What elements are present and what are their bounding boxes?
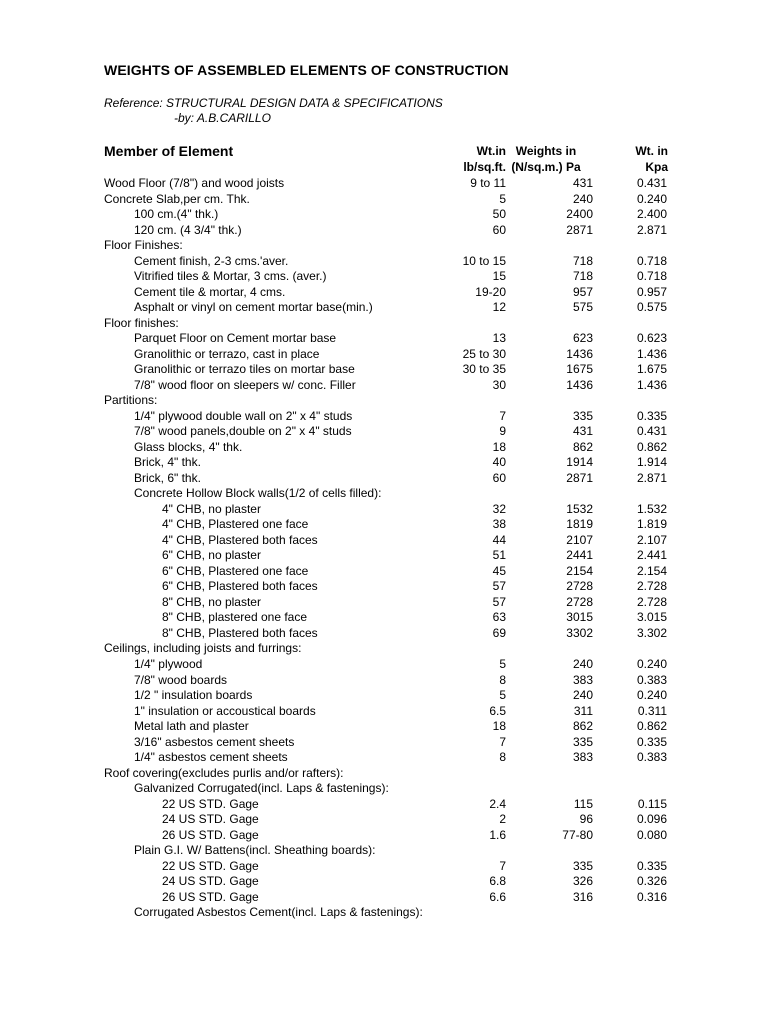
row-label: Floor finishes: — [104, 315, 179, 330]
row-weight-kpa: 2.400 — [636, 207, 667, 222]
row-weight-kpa: 0.240 — [636, 656, 667, 671]
row-label: 8" CHB, plastered one face — [162, 610, 308, 625]
table-row — [0, 223, 768, 239]
table-row — [0, 207, 768, 223]
row-label: 6" CHB, Plastered both faces — [162, 579, 318, 594]
column-header-kpa — [600, 143, 668, 175]
reference-line: Reference: STRUCTURAL DESIGN DATA & SPECIFICATIONS — [104, 96, 443, 110]
row-weight-lb-sqft: 40 — [492, 455, 506, 470]
row-weight-pa: 2728 — [566, 594, 593, 609]
row-weight-pa: 957 — [572, 284, 593, 299]
row-label: Metal lath and plaster — [134, 719, 249, 734]
row-weight-lb-sqft: 44 — [492, 532, 506, 547]
row-weight-lb-sqft: 6.5 — [489, 703, 506, 718]
row-weight-pa: 240 — [572, 656, 593, 671]
row-weight-pa: 1675 — [566, 362, 593, 377]
weights-table — [0, 176, 768, 921]
row-weight-kpa: 0.335 — [636, 858, 667, 873]
table-row — [0, 812, 768, 828]
row-label: 4" CHB, no plaster — [162, 501, 261, 516]
row-weight-pa: 2154 — [566, 563, 593, 578]
row-weight-lb-sqft: 45 — [492, 563, 506, 578]
row-weight-lb-sqft: 5 — [499, 688, 506, 703]
row-weight-kpa: 0.383 — [636, 750, 667, 765]
row-label: Glass blocks, 4" thk. — [134, 439, 243, 454]
table-row — [0, 781, 768, 797]
row-label: Partitions: — [104, 393, 158, 408]
row-weight-pa: 335 — [572, 734, 593, 749]
row-weight-lb-sqft: 30 to 35 — [462, 362, 506, 377]
row-weight-pa: 2871 — [566, 222, 593, 237]
row-label: Granolithic or terrazo, cast in place — [134, 346, 320, 361]
table-row — [0, 409, 768, 425]
table-row — [0, 238, 768, 254]
row-label: 8" CHB, no plaster — [162, 594, 261, 609]
row-weight-kpa: 1.675 — [636, 362, 667, 377]
row-weight-kpa: 0.383 — [636, 672, 667, 687]
row-weight-lb-sqft: 10 to 15 — [462, 253, 506, 268]
table-row — [0, 331, 768, 347]
row-weight-kpa: 1.436 — [636, 377, 667, 392]
row-weight-kpa: 1.914 — [636, 455, 667, 470]
row-weight-lb-sqft: 6.6 — [489, 889, 506, 904]
table-row — [0, 300, 768, 316]
row-weight-pa: 115 — [573, 796, 593, 811]
row-weight-kpa: 2.728 — [636, 579, 667, 594]
row-weight-pa: 1532 — [566, 501, 593, 516]
table-row — [0, 316, 768, 332]
column-header-wt-lb — [420, 143, 506, 175]
row-label: 1/4" asbestos cement sheets — [134, 750, 288, 765]
row-weight-lb-sqft: 19-20 — [475, 284, 506, 299]
row-weight-pa: 2107 — [566, 532, 593, 547]
row-label: Floor Finishes: — [104, 238, 183, 253]
row-weight-kpa: 0.718 — [636, 253, 667, 268]
row-weight-lb-sqft: 25 to 30 — [462, 346, 506, 361]
table-row — [0, 657, 768, 673]
table-row — [0, 610, 768, 626]
row-weight-lb-sqft: 8 — [499, 672, 506, 687]
row-weight-pa: 240 — [572, 688, 593, 703]
table-row — [0, 641, 768, 657]
row-label: 26 US STD. Gage — [162, 827, 259, 842]
table-row — [0, 254, 768, 270]
row-weight-pa: 383 — [572, 672, 593, 687]
column-header-pa-line2: (N/sq.m.) Pa — [511, 160, 581, 174]
row-weight-lb-sqft: 9 — [499, 424, 506, 439]
row-weight-kpa: 2.154 — [636, 563, 667, 578]
row-weight-kpa: 0.335 — [636, 408, 667, 423]
row-label: Cement tile & mortar, 4 cms. — [134, 284, 286, 299]
column-header-kpa-line2: Kpa — [645, 160, 668, 174]
row-weight-pa: 3302 — [566, 625, 593, 640]
table-row — [0, 440, 768, 456]
row-weight-pa: 2441 — [566, 548, 593, 563]
row-weight-kpa: 2.871 — [636, 470, 667, 485]
column-header-pa — [505, 143, 587, 175]
row-label: Granolithic or terrazo tiles on mortar base — [134, 362, 355, 377]
row-label: 120 cm. (4 3/4" thk.) — [134, 222, 242, 237]
row-label: Concrete Slab,per cm. Thk. — [104, 191, 250, 206]
row-weight-kpa: 0.862 — [636, 719, 667, 734]
row-weight-lb-sqft: 50 — [492, 207, 506, 222]
row-weight-kpa: 2.107 — [636, 532, 667, 547]
row-weight-lb-sqft: 38 — [492, 517, 506, 532]
table-row — [0, 766, 768, 782]
row-weight-lb-sqft: 60 — [492, 470, 506, 485]
row-weight-pa: 335 — [572, 408, 593, 423]
row-weight-pa: 431 — [572, 176, 593, 190]
row-weight-kpa: 3.302 — [636, 625, 667, 640]
row-weight-kpa: 0.115 — [637, 796, 667, 811]
row-weight-kpa: 0.326 — [636, 874, 667, 889]
table-row — [0, 843, 768, 859]
row-weight-pa: 1436 — [566, 377, 593, 392]
row-weight-kpa: 2.871 — [636, 222, 667, 237]
row-label: Wood Floor (7/8") and wood joists — [104, 176, 285, 190]
table-row — [0, 750, 768, 766]
table-row — [0, 362, 768, 378]
row-weight-pa: 1914 — [566, 455, 593, 470]
row-label: 24 US STD. Gage — [162, 812, 259, 827]
table-row — [0, 673, 768, 689]
table-row — [0, 471, 768, 487]
row-weight-kpa: 1.819 — [636, 517, 667, 532]
row-weight-pa: 862 — [572, 439, 593, 454]
row-label: 1/4" plywood double wall on 2" x 4" studs — [134, 408, 353, 423]
table-row — [0, 533, 768, 549]
row-weight-lb-sqft: 18 — [492, 719, 506, 734]
row-label: 22 US STD. Gage — [162, 858, 259, 873]
table-row — [0, 859, 768, 875]
row-weight-lb-sqft: 7 — [499, 858, 506, 873]
table-row — [0, 688, 768, 704]
row-weight-lb-sqft: 57 — [492, 579, 506, 594]
row-label: 3/16" asbestos cement sheets — [134, 734, 295, 749]
row-label: Parquet Floor on Cement mortar base — [134, 331, 337, 346]
row-weight-lb-sqft: 13 — [492, 331, 506, 346]
table-row — [0, 579, 768, 595]
row-weight-pa: 1436 — [566, 346, 593, 361]
row-weight-pa: 718 — [572, 253, 593, 268]
row-weight-pa: 431 — [572, 424, 593, 439]
row-weight-pa: 96 — [579, 812, 593, 827]
row-label: 4" CHB, Plastered one face — [162, 517, 309, 532]
column-header-wt-lb-line1: Wt.in — [476, 144, 506, 158]
row-weight-lb-sqft: 6.8 — [489, 874, 506, 889]
row-weight-lb-sqft: 32 — [492, 501, 506, 516]
row-label: 7/8" wood panels,double on 2" x 4" studs — [134, 424, 352, 439]
row-weight-kpa: 0.080 — [636, 827, 667, 842]
row-weight-pa: 240 — [572, 191, 593, 206]
table-row — [0, 797, 768, 813]
row-label: Brick, 4" thk. — [134, 455, 201, 470]
row-weight-pa: 1819 — [566, 517, 593, 532]
row-weight-kpa: 2.441 — [636, 548, 667, 563]
row-label: 7/8" wood floor on sleepers w/ conc. Filler — [134, 377, 356, 392]
row-label: Corrugated Asbestos Cement(incl. Laps & fastenings): — [134, 905, 423, 920]
row-weight-pa: 335 — [572, 858, 593, 873]
row-weight-kpa: 0.575 — [636, 300, 667, 315]
row-weight-lb-sqft: 51 — [492, 548, 506, 563]
column-header-kpa-line1: Wt. in — [635, 144, 668, 158]
row-weight-kpa: 0.316 — [636, 889, 667, 904]
row-weight-lb-sqft: 30 — [492, 377, 506, 392]
row-weight-lb-sqft: 2.4 — [489, 796, 506, 811]
row-weight-kpa: 3.015 — [636, 610, 667, 625]
table-row — [0, 393, 768, 409]
row-weight-pa: 311 — [573, 703, 593, 718]
row-weight-lb-sqft: 9 to 11 — [470, 176, 506, 190]
row-weight-kpa: 0.240 — [636, 688, 667, 703]
row-weight-pa: 718 — [572, 269, 593, 284]
row-weight-lb-sqft: 8 — [499, 750, 506, 765]
row-weight-pa: 316 — [572, 889, 593, 904]
row-label: Galvanized Corrugated(incl. Laps & fastenings): — [134, 781, 389, 796]
row-weight-kpa: 2.728 — [636, 594, 667, 609]
table-row — [0, 890, 768, 906]
row-label: 6" CHB, no plaster — [162, 548, 261, 563]
row-label: Vitrified tiles & Mortar, 3 cms. (aver.) — [134, 269, 327, 284]
row-weight-kpa: 0.431 — [636, 424, 667, 439]
table-row — [0, 548, 768, 564]
row-label: 100 cm.(4" thk.) — [134, 207, 219, 222]
row-weight-kpa: 0.096 — [636, 812, 667, 827]
table-row — [0, 424, 768, 440]
row-weight-lb-sqft: 15 — [492, 269, 506, 284]
row-weight-kpa: 0.718 — [636, 269, 667, 284]
table-row — [0, 176, 768, 192]
column-header-wt-lb-line2: lb/sq.ft. — [463, 160, 506, 174]
row-label: 6" CHB, Plastered one face — [162, 563, 309, 578]
row-weight-kpa: 1.532 — [636, 501, 667, 516]
row-weight-lb-sqft: 12 — [492, 300, 506, 315]
column-header-pa-line1: Weights in — [515, 144, 577, 158]
row-weight-lb-sqft: 69 — [492, 625, 506, 640]
row-label: 1/4" plywood — [134, 656, 203, 671]
table-row — [0, 874, 768, 890]
table-row — [0, 486, 768, 502]
row-weight-pa: 383 — [572, 750, 593, 765]
row-weight-lb-sqft: 57 — [492, 594, 506, 609]
table-row — [0, 347, 768, 363]
row-weight-pa: 862 — [572, 719, 593, 734]
row-weight-pa: 77-80 — [562, 827, 593, 842]
row-label: 24 US STD. Gage — [162, 874, 259, 889]
row-weight-kpa: 0.862 — [636, 439, 667, 454]
row-weight-pa: 2400 — [566, 207, 593, 222]
row-label: Roof covering(excludes purlis and/or rafters): — [104, 765, 344, 780]
table-row — [0, 626, 768, 642]
row-weight-pa: 2728 — [566, 579, 593, 594]
table-row — [0, 517, 768, 533]
table-row — [0, 595, 768, 611]
row-label: 7/8" wood boards — [134, 672, 227, 687]
row-label: 8" CHB, Plastered both faces — [162, 625, 318, 640]
reference-author: -by: A.B.CARILLO — [174, 111, 271, 125]
table-row — [0, 828, 768, 844]
table-row — [0, 905, 768, 921]
row-weight-lb-sqft: 18 — [492, 439, 506, 454]
row-label: Plain G.I. W/ Battens(incl. Sheathing boards): — [134, 843, 376, 858]
row-label: 4" CHB, Plastered both faces — [162, 532, 318, 547]
row-label: Ceilings, including joists and furrings: — [104, 641, 302, 656]
row-weight-kpa: 0.623 — [636, 331, 667, 346]
row-weight-lb-sqft: 60 — [492, 222, 506, 237]
row-weight-pa: 623 — [572, 331, 593, 346]
column-header-member: Member of Element — [104, 143, 234, 159]
row-weight-kpa: 0.957 — [636, 284, 667, 299]
row-weight-lb-sqft: 7 — [499, 408, 506, 423]
table-row — [0, 192, 768, 208]
row-label: 22 US STD. Gage — [162, 796, 259, 811]
row-weight-pa: 3015 — [566, 610, 593, 625]
table-row — [0, 285, 768, 301]
table-row — [0, 455, 768, 471]
table-row — [0, 269, 768, 285]
row-weight-kpa: 0.240 — [636, 191, 667, 206]
row-weight-kpa: 0.335 — [636, 734, 667, 749]
row-label: 1" insulation or accoustical boards — [134, 703, 316, 718]
row-label: Concrete Hollow Block walls(1/2 of cells filled): — [134, 486, 382, 501]
row-label: 1/2 " insulation boards — [134, 688, 253, 703]
row-weight-kpa: 0.431 — [636, 176, 667, 190]
row-weight-lb-sqft: 1.6 — [489, 827, 506, 842]
table-row — [0, 502, 768, 518]
row-weight-kpa: 1.436 — [636, 346, 667, 361]
table-row — [0, 719, 768, 735]
row-weight-lb-sqft: 63 — [492, 610, 506, 625]
row-label: 26 US STD. Gage — [162, 889, 259, 904]
row-label: Asphalt or vinyl on cement mortar base(min.) — [134, 300, 373, 315]
table-row — [0, 378, 768, 394]
document-title: WEIGHTS OF ASSEMBLED ELEMENTS OF CONSTRUCTION — [104, 62, 509, 78]
row-weight-lb-sqft: 5 — [499, 191, 506, 206]
row-weight-pa: 2871 — [566, 470, 593, 485]
row-weight-lb-sqft: 7 — [499, 734, 506, 749]
table-row — [0, 735, 768, 751]
table-row — [0, 704, 768, 720]
row-weight-kpa: 0.311 — [637, 703, 667, 718]
row-label: Brick, 6" thk. — [134, 470, 201, 485]
row-weight-lb-sqft: 5 — [499, 656, 506, 671]
row-weight-pa: 326 — [572, 874, 593, 889]
row-weight-lb-sqft: 2 — [499, 812, 506, 827]
row-weight-pa: 575 — [572, 300, 593, 315]
row-label: Cement finish, 2-3 cms.'aver. — [134, 253, 289, 268]
table-row — [0, 564, 768, 580]
